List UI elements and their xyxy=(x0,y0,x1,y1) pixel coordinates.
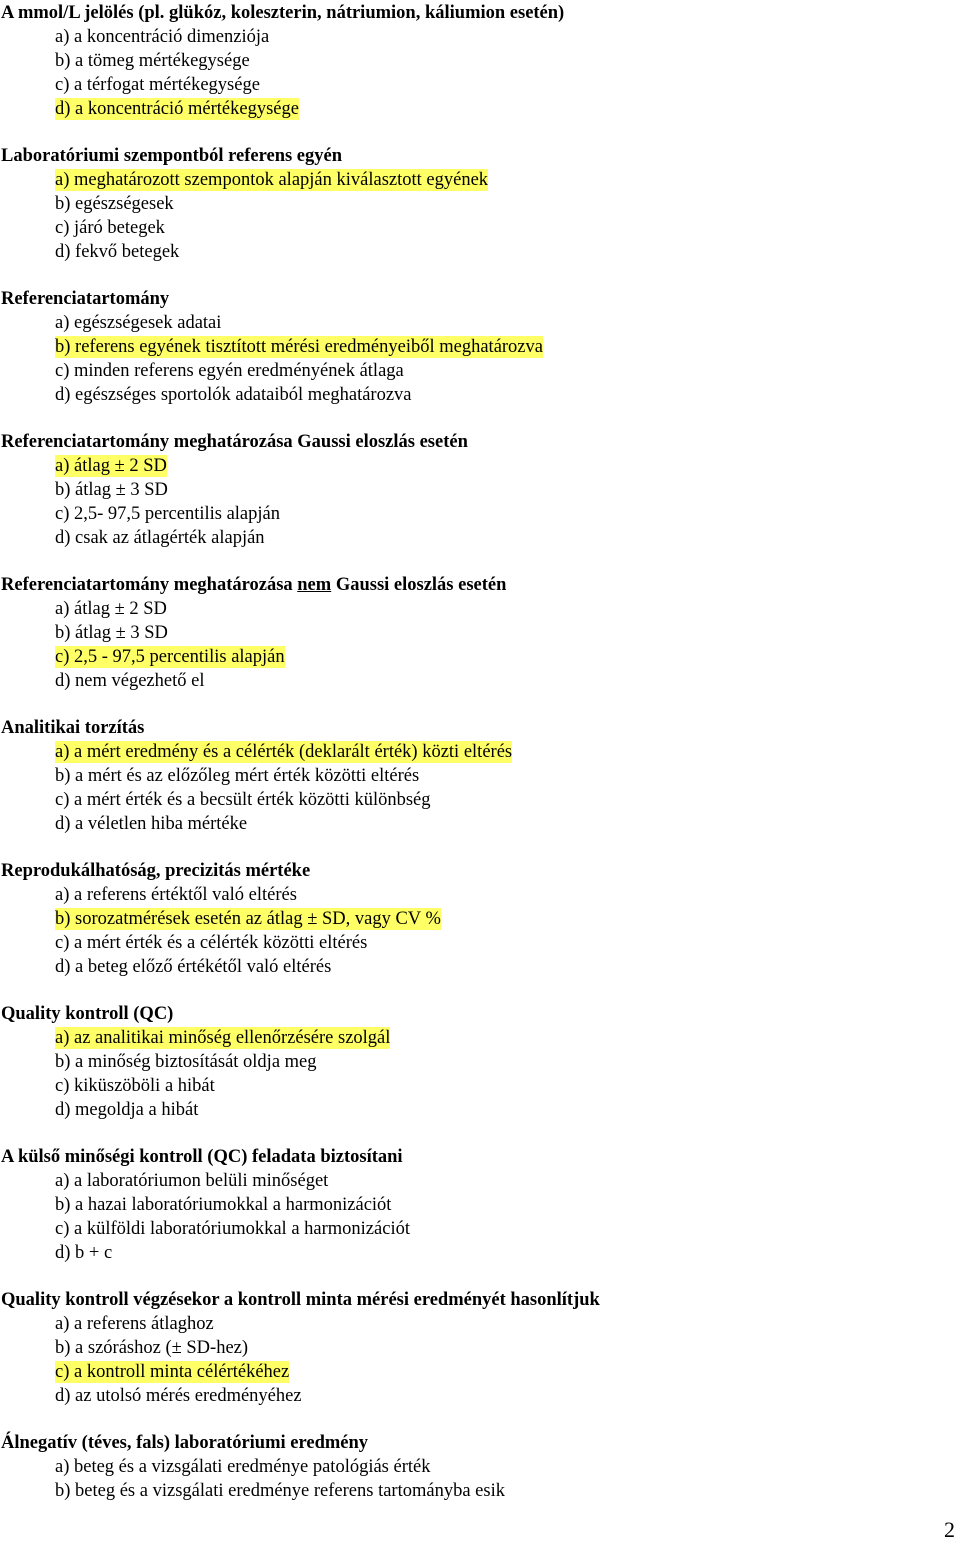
answer-option xyxy=(1,526,951,550)
answer-option xyxy=(1,621,951,645)
question-title-text: Referenciatartomány meghatározása xyxy=(1,575,298,595)
answer-option xyxy=(1,1217,951,1241)
question-block xyxy=(1,859,951,979)
correct-answer-highlight: a) átlag ± 2 SD xyxy=(55,456,167,476)
answer-option xyxy=(1,1455,951,1479)
correct-answer-highlight: c) a kontroll minta célértékéhez xyxy=(55,1362,290,1382)
question-title xyxy=(1,1145,951,1169)
answer-option xyxy=(1,645,951,669)
correct-answer-highlight: a) az analitikai minőség ellenőrzésére szolgál xyxy=(55,1028,391,1048)
answer-option-text: d) a véletlen hiba mértéke xyxy=(55,814,248,834)
correct-answer-highlight: c) 2,5 - 97,5 percentilis alapján xyxy=(55,647,285,667)
answer-option xyxy=(1,1098,951,1122)
answer-option xyxy=(1,740,951,764)
answer-option-text: b) egészségesek xyxy=(55,194,174,214)
answer-option xyxy=(1,1360,951,1384)
question-title xyxy=(1,1431,951,1455)
correct-answer-highlight: d) a koncentráció mértékegysége xyxy=(55,99,299,119)
question-title xyxy=(1,716,951,740)
question-block xyxy=(1,430,951,550)
answer-option xyxy=(1,240,951,264)
correct-answer-highlight: a) a mért eredmény és a célérték (deklarált érték) közti eltérés xyxy=(55,742,513,762)
question-title-text: Álnegatív (téves, fals) laboratóriumi eredmény xyxy=(1,1433,369,1453)
question-title-text: Referenciatartomány meghatározása Gaussi eloszlás esetén xyxy=(1,432,468,452)
answer-option xyxy=(1,597,951,621)
page-number: 2 xyxy=(944,1517,955,1542)
answer-option-text: a) egészségesek adatai xyxy=(55,313,222,333)
answer-option xyxy=(1,478,951,502)
question-title-text: Analitikai torzítás xyxy=(1,718,145,738)
question-title-text: A mmol/L jelölés (pl. glükóz, koleszterin, nátriumion, káliumion esetén) xyxy=(1,3,565,23)
question-title xyxy=(1,1002,951,1026)
answer-option-text: b) a tömeg mértékegysége xyxy=(55,51,250,71)
answer-option-text: a) beteg és a vizsgálati eredménye patológiás érték xyxy=(55,1457,431,1477)
answer-option xyxy=(1,49,951,73)
answer-option xyxy=(1,25,951,49)
question-title xyxy=(1,430,951,454)
question-title xyxy=(1,1,951,25)
answer-option-text: b) átlag ± 3 SD xyxy=(55,480,168,500)
answer-option xyxy=(1,1479,951,1503)
question-block xyxy=(1,1002,951,1122)
question-title-text: Laboratóriumi szempontból referens egyén xyxy=(1,146,343,166)
answer-option-text: c) a külföldi laboratóriumokkal a harmonizációt xyxy=(55,1219,410,1239)
document-body xyxy=(1,1,951,1526)
answer-option-text: a) a koncentráció dimenziója xyxy=(55,27,270,47)
answer-option-text: c) kiküszöböli a hibát xyxy=(55,1076,215,1096)
question-title-text: Quality kontroll végzésekor a kontroll minta mérési eredményét hasonlítjuk xyxy=(1,1290,600,1310)
answer-option-text: c) a mért érték és a célérték közötti eltérés xyxy=(55,933,368,953)
answer-option xyxy=(1,1312,951,1336)
question-title-text: Gaussi eloszlás esetén xyxy=(331,575,507,595)
answer-option-text: d) az utolsó mérés eredményéhez xyxy=(55,1386,302,1406)
question-title-text: Quality kontroll (QC) xyxy=(1,1004,174,1024)
answer-option-text: c) járó betegek xyxy=(55,218,165,238)
answer-option-text: d) a beteg előző értékétől való eltérés xyxy=(55,957,332,977)
correct-answer-highlight: b) referens egyének tisztított mérési eredményeiből meghatározva xyxy=(55,337,543,357)
answer-option xyxy=(1,788,951,812)
answer-option xyxy=(1,955,951,979)
question-title xyxy=(1,1288,951,1312)
answer-option xyxy=(1,812,951,836)
answer-option xyxy=(1,216,951,240)
question-title xyxy=(1,287,951,311)
answer-option xyxy=(1,1384,951,1408)
question-title-text: Reprodukálhatóság, precizitás mértéke xyxy=(1,861,311,881)
question-block xyxy=(1,287,951,407)
question-block xyxy=(1,1431,951,1503)
answer-option xyxy=(1,1241,951,1265)
answer-option xyxy=(1,1193,951,1217)
answer-option xyxy=(1,73,951,97)
answer-option xyxy=(1,335,951,359)
answer-option xyxy=(1,1336,951,1360)
answer-option-text: d) nem végezhető el xyxy=(55,671,205,691)
answer-option xyxy=(1,931,951,955)
answer-option xyxy=(1,883,951,907)
question-block xyxy=(1,144,951,264)
underlined-word: nem xyxy=(297,575,332,595)
answer-option-text: b) a szóráshoz (± SD-hez) xyxy=(55,1338,249,1358)
answer-option-text: d) csak az átlagérték alapján xyxy=(55,528,265,548)
answer-option-text: a) a laboratóriumon belüli minőséget xyxy=(55,1171,329,1191)
answer-option-text: a) a referens átlaghoz xyxy=(55,1314,214,1334)
answer-option xyxy=(1,907,951,931)
question-block xyxy=(1,716,951,836)
answer-option-text: b) a hazai laboratóriumokkal a harmonizációt xyxy=(55,1195,392,1215)
question-title-text: Referenciatartomány xyxy=(1,289,170,309)
answer-option-text: d) megoldja a hibát xyxy=(55,1100,199,1120)
answer-option-text: c) 2,5- 97,5 percentilis alapján xyxy=(55,504,280,524)
answer-option xyxy=(1,359,951,383)
answer-option xyxy=(1,1169,951,1193)
answer-option xyxy=(1,669,951,693)
question-block xyxy=(1,1288,951,1408)
answer-option xyxy=(1,1050,951,1074)
correct-answer-highlight: a) meghatározott szempontok alapján kiválasztott egyének xyxy=(55,170,489,190)
question-block xyxy=(1,1145,951,1265)
answer-option xyxy=(1,168,951,192)
answer-option-text: c) a térfogat mértékegysége xyxy=(55,75,260,95)
answer-option-text: d) egészséges sportolók adataiból meghatározva xyxy=(55,385,412,405)
answer-option-text: b) a mért és az előzőleg mért érték közötti eltérés xyxy=(55,766,420,786)
question-title xyxy=(1,144,951,168)
answer-option xyxy=(1,1026,951,1050)
answer-option-text: b) átlag ± 3 SD xyxy=(55,623,168,643)
answer-option-text: a) átlag ± 2 SD xyxy=(55,599,167,619)
answer-option xyxy=(1,97,951,121)
answer-option-text: b) a minőség biztosítását oldja meg xyxy=(55,1052,317,1072)
answer-option-text: d) fekvő betegek xyxy=(55,242,180,262)
question-title-text: A külső minőségi kontroll (QC) feladata biztosítani xyxy=(1,1147,403,1167)
answer-option-text: d) b + c xyxy=(55,1243,113,1263)
answer-option xyxy=(1,454,951,478)
answer-option xyxy=(1,192,951,216)
question-block xyxy=(1,573,951,693)
question-title xyxy=(1,573,951,597)
answer-option xyxy=(1,311,951,335)
correct-answer-highlight: b) sorozatmérések esetén az átlag ± SD, vagy CV % xyxy=(55,909,441,929)
answer-option xyxy=(1,764,951,788)
answer-option-text: a) a referens értéktől való eltérés xyxy=(55,885,297,905)
answer-option-text: c) minden referens egyén eredményének átlaga xyxy=(55,361,404,381)
answer-option xyxy=(1,502,951,526)
answer-option xyxy=(1,1074,951,1098)
answer-option-text: b) beteg és a vizsgálati eredménye referens tartományba esik xyxy=(55,1481,505,1501)
answer-option xyxy=(1,383,951,407)
question-block xyxy=(1,1,951,121)
answer-option-text: c) a mért érték és a becsült érték közötti különbség xyxy=(55,790,431,810)
question-title xyxy=(1,859,951,883)
